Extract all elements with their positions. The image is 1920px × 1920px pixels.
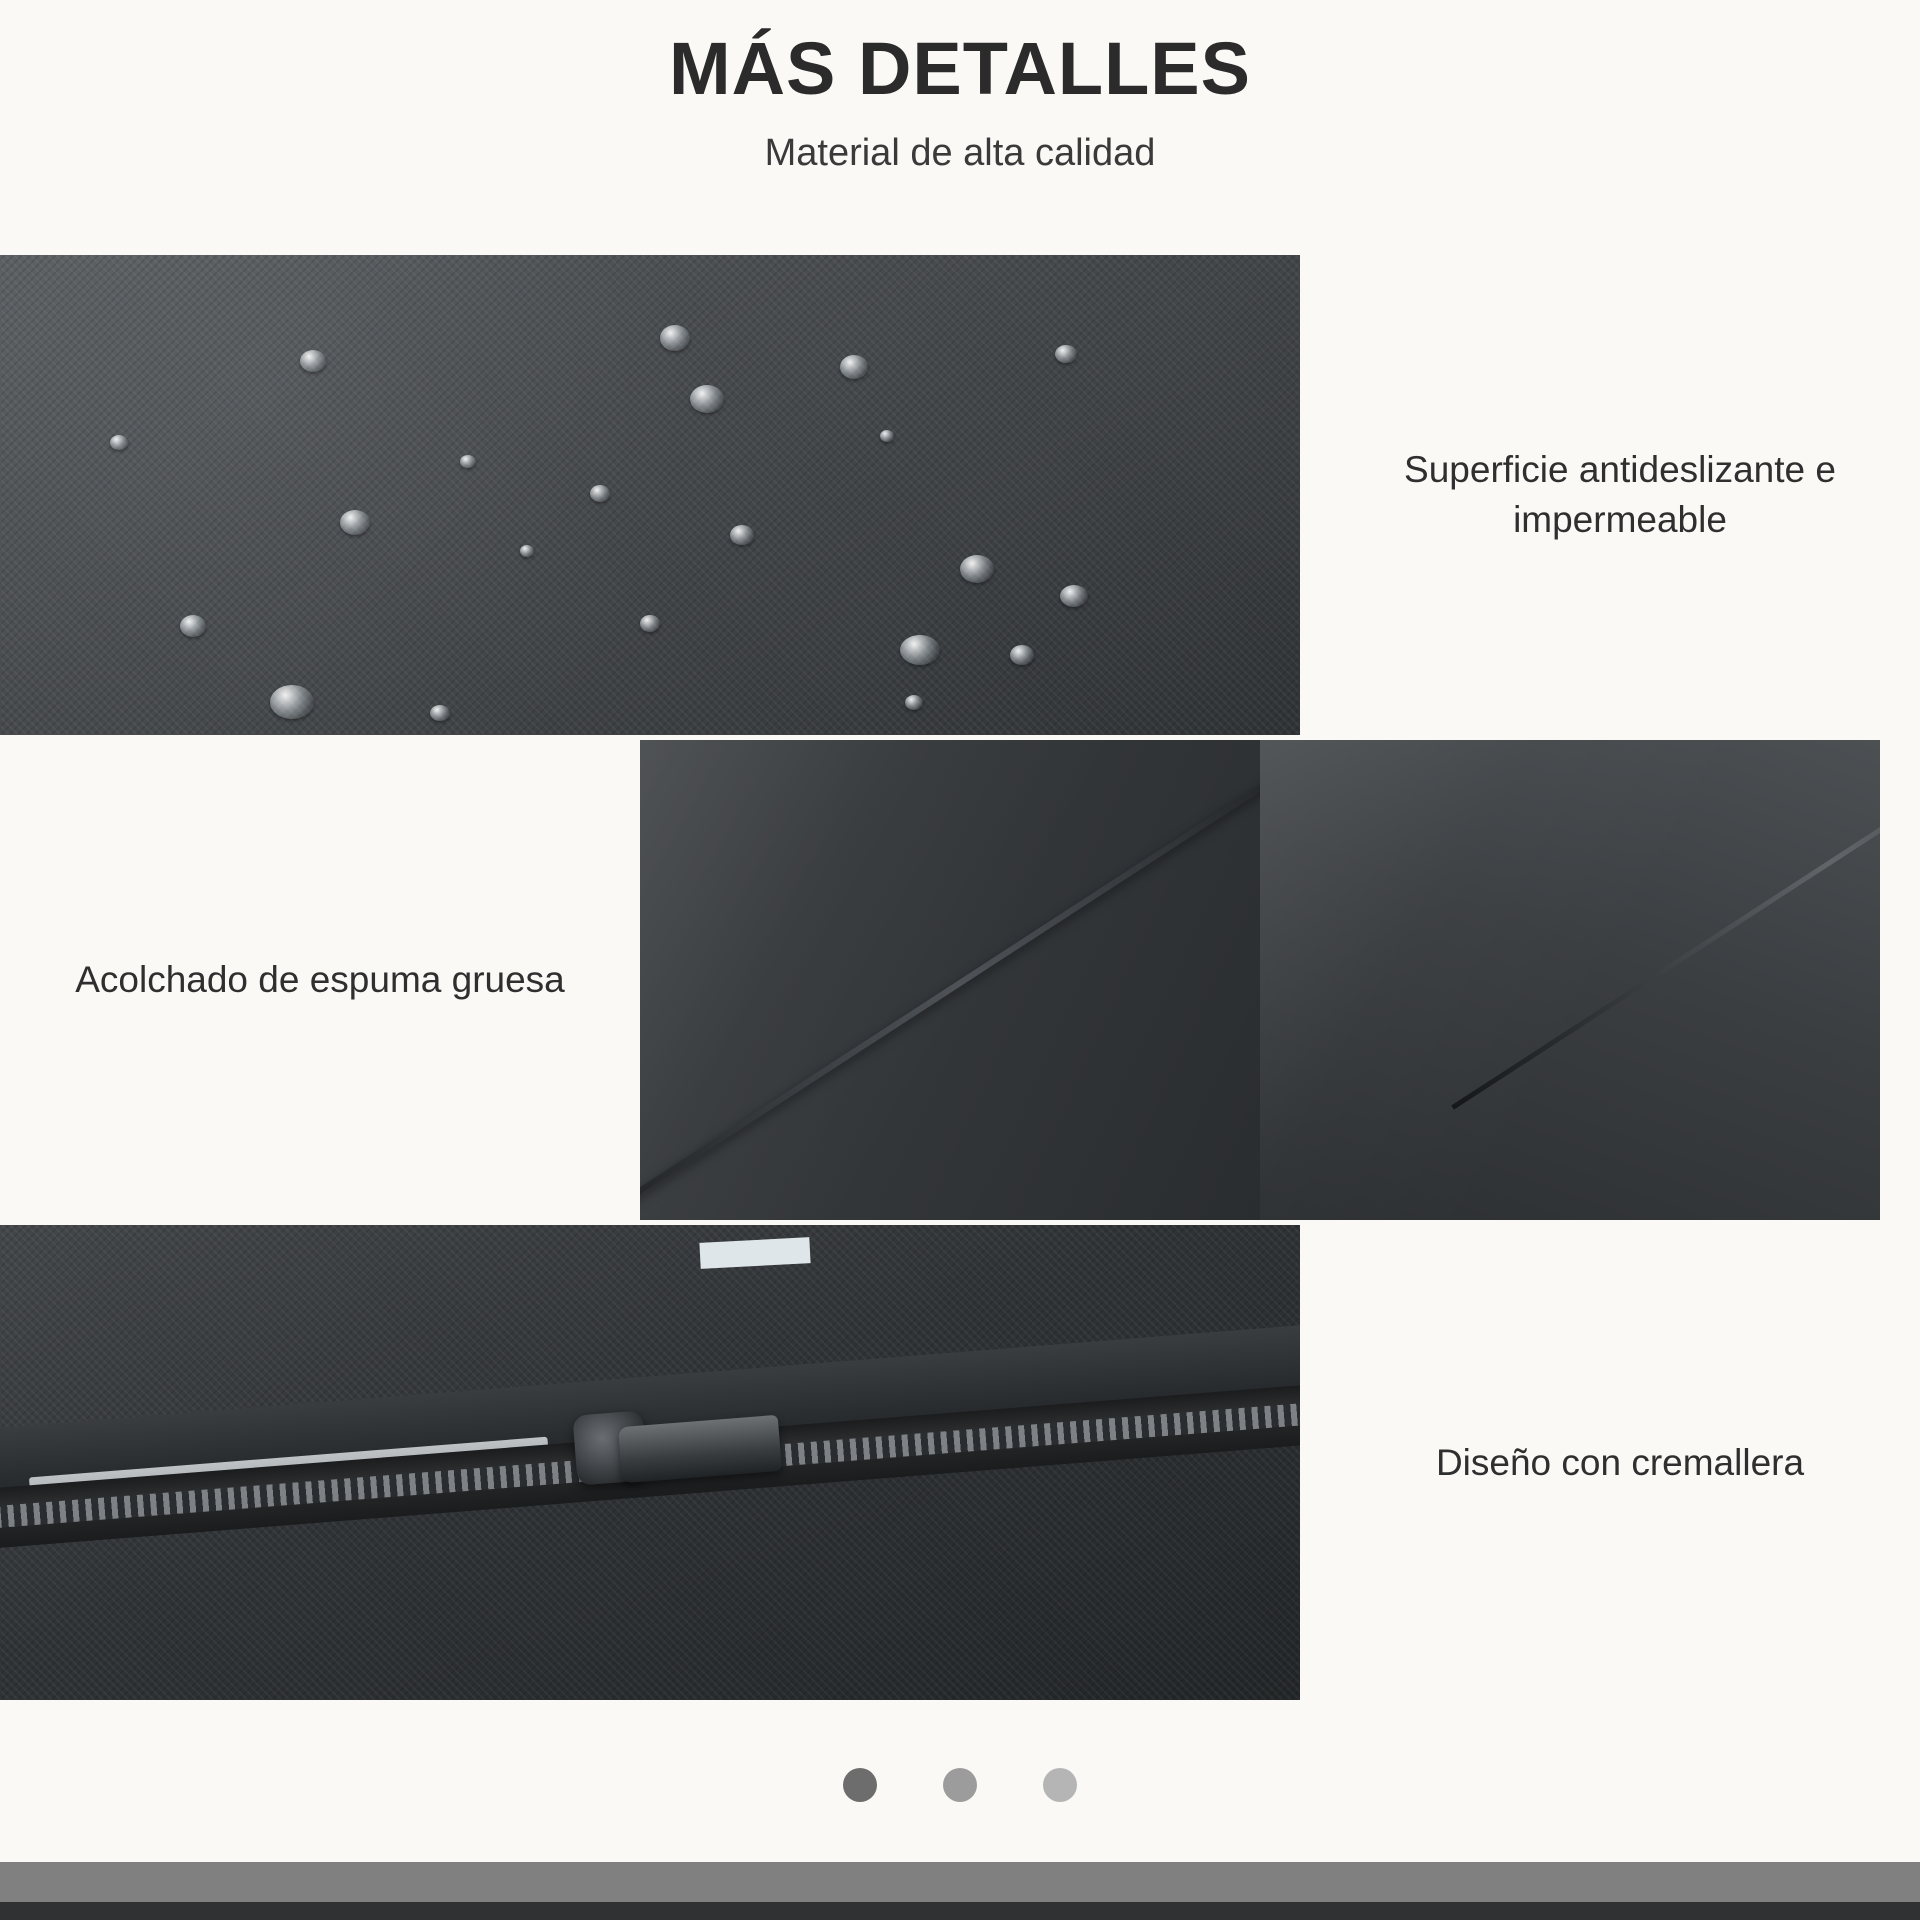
feature-block-foam — [0, 740, 1920, 1220]
footer-bar-gray — [0, 1862, 1920, 1902]
photo-sheen — [1260, 740, 1880, 1220]
foam-padding-image-left — [640, 740, 1260, 1220]
foam-padding-image-right — [1260, 740, 1880, 1220]
fabric-weave-texture — [0, 255, 1300, 735]
waterproof-fabric-image — [0, 255, 1300, 735]
pagination-dot-1[interactable] — [843, 1768, 877, 1802]
feature-caption-waterproof: Superficie antideslizante e impermeable — [1404, 449, 1836, 540]
page-subtitle: Material de alta calidad — [764, 131, 1156, 174]
photo-sheen — [640, 740, 1260, 1220]
page-title: MÁS DETALLES — [668, 27, 1252, 110]
footer-bar-dark — [0, 1902, 1920, 1920]
pagination-dot-2[interactable] — [943, 1768, 977, 1802]
header — [0, 0, 1920, 175]
feature-caption-zipper: Diseño con cremallera — [1435, 1441, 1805, 1483]
pagination-dot-3[interactable] — [1043, 1768, 1077, 1802]
zipper-design-image — [0, 1225, 1300, 1700]
feature-caption-foam: Acolchado de espuma gruesa — [75, 959, 565, 1001]
feature-block-waterproof — [0, 255, 1920, 735]
pagination-dots[interactable] — [0, 1768, 1920, 1802]
feature-block-zipper — [0, 1225, 1920, 1700]
